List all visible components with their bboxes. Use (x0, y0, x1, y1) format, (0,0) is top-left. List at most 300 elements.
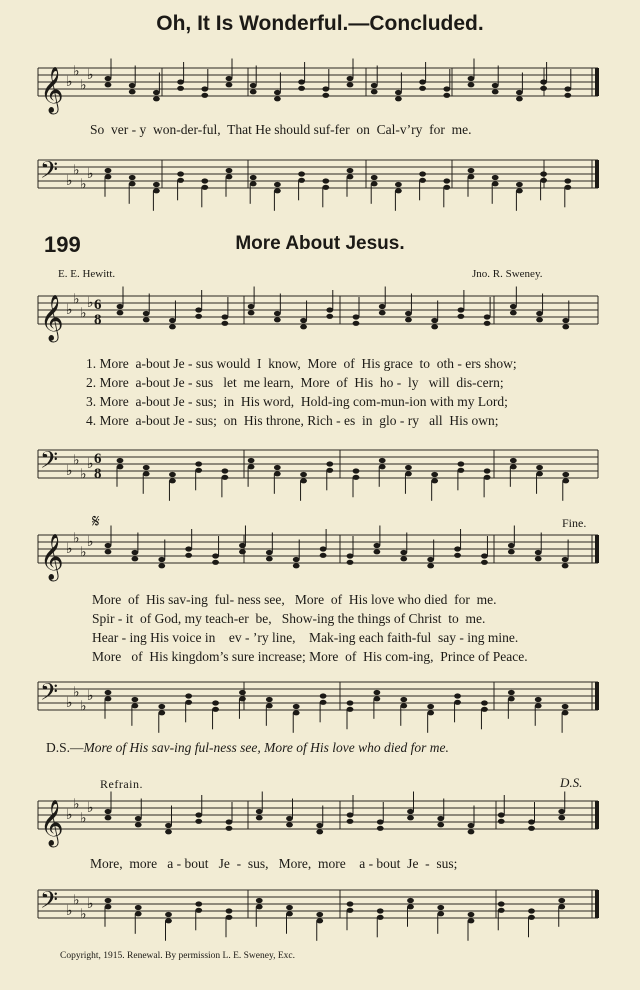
note-head (454, 553, 461, 558)
note-head (454, 546, 461, 551)
flat-icon: ♭ (73, 684, 80, 701)
note-head (226, 826, 233, 831)
note-head (158, 704, 165, 709)
flat-icon: ♭ (66, 173, 73, 189)
hymn-title: More About Jesus. (235, 233, 405, 254)
flat-icon: ♭ (66, 74, 73, 90)
note-head (427, 704, 434, 709)
note-head (117, 304, 124, 309)
note-head (316, 912, 323, 917)
note-head (226, 76, 233, 81)
note-head (492, 181, 499, 186)
note-head (212, 707, 219, 712)
note-head (143, 471, 150, 476)
note-head (274, 311, 281, 316)
note-head (185, 546, 192, 551)
note-head (298, 171, 305, 176)
note-head (347, 82, 354, 87)
note-head (540, 86, 547, 91)
note-head (353, 475, 360, 480)
note-head (510, 458, 517, 463)
note-head (379, 464, 386, 469)
bass-clef-icon: 𝄢 (40, 886, 59, 919)
note-head (300, 318, 307, 323)
note-head (564, 86, 571, 91)
note-head (239, 549, 246, 554)
note-head (165, 918, 172, 923)
flat-icon: ♭ (73, 892, 80, 909)
note-head (165, 912, 172, 917)
note-head (373, 690, 380, 695)
note-head (212, 560, 219, 565)
note-head (326, 468, 333, 473)
flat-icon: ♭ (73, 796, 80, 813)
note-head (492, 89, 499, 94)
note-head (320, 693, 327, 698)
note-head (431, 324, 438, 329)
fine-label: Fine. (562, 516, 587, 530)
flat-icon: ♭ (66, 463, 73, 479)
note-head (165, 829, 172, 834)
note-head (371, 83, 378, 88)
note-head (286, 905, 293, 910)
flat-icon: ♭ (87, 456, 94, 472)
note-head (468, 918, 475, 923)
note-head (353, 314, 360, 319)
note-head (300, 324, 307, 329)
note-head (400, 550, 407, 555)
note-head (201, 86, 208, 91)
note-head (431, 318, 438, 323)
note-head (536, 317, 543, 322)
note-head (143, 317, 150, 322)
note-head (177, 86, 184, 91)
note-head (540, 79, 547, 84)
note-head (322, 93, 329, 98)
note-head (528, 819, 535, 824)
flat-icon: ♭ (87, 800, 94, 816)
note-head (431, 478, 438, 483)
note-head (105, 898, 112, 903)
note-head (535, 556, 542, 561)
flat-icon: ♭ (87, 67, 94, 83)
note-head (437, 816, 444, 821)
note-head (379, 304, 386, 309)
note-head (371, 175, 378, 180)
note-head (300, 478, 307, 483)
time-signature-bottom: 8 (94, 312, 102, 328)
note-head (250, 89, 257, 94)
note-head (286, 822, 293, 827)
time-signature-top: 6 (94, 451, 102, 467)
note-head (177, 178, 184, 183)
note-head (226, 168, 233, 173)
top-hymn-title: Oh, It Is Wonderful.—Concluded. (156, 12, 484, 35)
note-head (400, 556, 407, 561)
note-head (129, 83, 136, 88)
note-head (558, 815, 565, 820)
note-head (353, 468, 360, 473)
note-head (105, 809, 112, 814)
time-signature-top: 6 (94, 297, 102, 313)
note-head (129, 181, 136, 186)
note-head (347, 901, 354, 906)
hymn-number: 199 (44, 232, 81, 257)
ds-instruction (46, 740, 449, 756)
note-head (492, 175, 499, 180)
note-head (250, 83, 257, 88)
system1-treble-staff (0, 290, 640, 350)
note-head (419, 171, 426, 176)
note-head (195, 314, 202, 319)
note-head (492, 83, 499, 88)
note-head (143, 311, 150, 316)
copyright: Copyright, 1915. Renewal. By permission L. E. Sweney, Exc. (60, 951, 296, 961)
note-head (347, 76, 354, 81)
note-head (293, 704, 300, 709)
note-head (377, 826, 384, 831)
note-head (105, 168, 112, 173)
note-head (248, 458, 255, 463)
note-head (248, 464, 255, 469)
note-head (468, 829, 475, 834)
note-head (131, 550, 138, 555)
note-head (373, 549, 380, 554)
note-head (535, 550, 542, 555)
note-head (536, 311, 543, 316)
note-head (437, 822, 444, 827)
ds-text: More of His sav-ing ful-ness see, More of His love who died for me. (83, 740, 449, 755)
note-head (371, 181, 378, 186)
note-head (558, 809, 565, 814)
note-head (498, 901, 505, 906)
note-head (405, 317, 412, 322)
verse3-line2: Hear - ing His voice in ev - ’ry line, Mak-ing each faith-ful say - ing mine. (92, 630, 519, 645)
note-head (135, 911, 142, 916)
note-head (195, 812, 202, 817)
note-head (248, 304, 255, 309)
flat-icon: ♭ (66, 807, 73, 823)
note-head (562, 710, 569, 715)
note-head (131, 556, 138, 561)
refrain-bass-staff (0, 882, 640, 942)
refrain-treble-staff (0, 795, 640, 855)
note-head (379, 458, 386, 463)
note-head (540, 171, 547, 176)
note-head (131, 703, 138, 708)
note-head (377, 819, 384, 824)
note-head (239, 696, 246, 701)
note-head (153, 188, 160, 193)
flat-icon: ♭ (66, 541, 73, 557)
note-head (454, 700, 461, 705)
treble-clef-icon: 𝄞 (40, 295, 64, 341)
note-head (468, 168, 475, 173)
refrain-label: Refrain. (100, 777, 143, 791)
note-head (298, 79, 305, 84)
flat-icon: ♭ (87, 534, 94, 550)
note-head (226, 915, 233, 920)
verse2-line1: 2. More a-bout Je - sus let me learn, More of His ho - ly will dis-cern; (86, 375, 504, 390)
flat-icon: ♭ (80, 305, 87, 322)
note-head (536, 465, 543, 470)
note-head (516, 182, 523, 187)
verse2-line2: Spir - it of God, my teach-er be, Show-ing the things of Christ to me. (92, 611, 486, 626)
ds-prefix: D.S.— (46, 740, 84, 755)
note-head (562, 557, 569, 562)
note-head (322, 185, 329, 190)
note-head (443, 93, 450, 98)
note-head (105, 543, 112, 548)
note-head (498, 819, 505, 824)
note-head (226, 819, 233, 824)
flat-icon: ♭ (80, 466, 87, 483)
note-head (498, 812, 505, 817)
note-head (508, 549, 515, 554)
note-head (468, 912, 475, 917)
note-head (105, 690, 112, 695)
note-head (320, 546, 327, 551)
note-head (508, 696, 515, 701)
flat-icon: ♭ (87, 688, 94, 704)
refrain-lyric: More, more a - bout Je - sus, More, more a - bout Je - sus; (90, 856, 458, 871)
note-head (169, 472, 176, 477)
note-head (353, 321, 360, 326)
note-head (185, 553, 192, 558)
note-head (419, 178, 426, 183)
note-head (286, 911, 293, 916)
flat-icon: ♭ (66, 695, 73, 711)
note-head (201, 185, 208, 190)
note-head (286, 816, 293, 821)
note-head (540, 178, 547, 183)
note-head (481, 560, 488, 565)
note-head (510, 464, 517, 469)
note-head (395, 90, 402, 95)
note-head (195, 819, 202, 824)
bass-clef-icon: 𝄢 (40, 678, 59, 711)
note-head (158, 557, 165, 562)
flat-icon: ♭ (87, 896, 94, 912)
note-head (528, 908, 535, 913)
flat-icon: ♭ (73, 291, 80, 308)
note-head (266, 550, 273, 555)
flat-icon: ♭ (66, 302, 73, 318)
note-head (195, 901, 202, 906)
note-head (562, 563, 569, 568)
note-head (379, 310, 386, 315)
note-head (405, 311, 412, 316)
note-head (562, 704, 569, 709)
note-head (212, 700, 219, 705)
note-head (347, 553, 354, 558)
note-head (528, 915, 535, 920)
note-head (226, 174, 233, 179)
note-head (347, 700, 354, 705)
note-head (212, 553, 219, 558)
bass-clef-icon: 𝄢 (40, 446, 59, 479)
note-head (405, 471, 412, 476)
note-head (510, 310, 517, 315)
note-head (135, 816, 142, 821)
note-head (195, 307, 202, 312)
note-head (320, 700, 327, 705)
note-head (195, 908, 202, 913)
note-head (201, 93, 208, 98)
hymn-author: E. E. Hewitt. (58, 268, 116, 280)
note-head (195, 461, 202, 466)
note-head (326, 307, 333, 312)
note-head (256, 904, 263, 909)
note-head (221, 475, 228, 480)
flat-icon: ♭ (80, 544, 87, 561)
note-head (129, 89, 136, 94)
note-head (293, 557, 300, 562)
note-head (347, 908, 354, 913)
note-head (405, 465, 412, 470)
note-head (105, 549, 112, 554)
note-head (177, 171, 184, 176)
note-head (326, 314, 333, 319)
note-head (484, 321, 491, 326)
note-head (256, 809, 263, 814)
note-head (373, 543, 380, 548)
note-head (564, 185, 571, 190)
note-head (322, 178, 329, 183)
flat-icon: ♭ (87, 166, 94, 182)
note-head (135, 905, 142, 910)
note-head (347, 168, 354, 173)
note-head (516, 188, 523, 193)
note-head (536, 471, 543, 476)
note-head (454, 693, 461, 698)
note-head (371, 89, 378, 94)
note-head (143, 465, 150, 470)
note-head (195, 468, 202, 473)
note-head (407, 815, 414, 820)
flat-icon: ♭ (80, 810, 87, 827)
note-head (484, 314, 491, 319)
note-head (407, 904, 414, 909)
note-head (427, 710, 434, 715)
note-head (153, 96, 160, 101)
note-head (528, 826, 535, 831)
note-head (135, 822, 142, 827)
flat-icon: ♭ (80, 77, 87, 94)
note-head (293, 710, 300, 715)
note-head (443, 86, 450, 91)
segno-icon: 𝄋 (92, 511, 100, 532)
note-head (266, 703, 273, 708)
note-head (498, 908, 505, 913)
note-head (274, 317, 281, 322)
note-head (316, 918, 323, 923)
flat-icon: ♭ (80, 698, 87, 715)
note-head (250, 181, 257, 186)
note-head (221, 321, 228, 326)
note-head (407, 898, 414, 903)
note-head (427, 557, 434, 562)
note-head (298, 178, 305, 183)
note-head (419, 79, 426, 84)
note-head (169, 478, 176, 483)
note-head (274, 96, 281, 101)
note-head (443, 185, 450, 190)
note-head (508, 690, 515, 695)
verse3-line1: 3. More a-bout Je - sus; in His word, Hold-ing com-mun-ion with my Lord; (86, 394, 508, 409)
note-head (105, 174, 112, 179)
note-head (105, 82, 112, 87)
note-head (274, 188, 281, 193)
note-head (185, 693, 192, 698)
flat-icon: ♭ (66, 903, 73, 919)
note-head (169, 324, 176, 329)
note-head (468, 823, 475, 828)
note-head (226, 908, 233, 913)
note-head (201, 178, 208, 183)
note-head (266, 556, 273, 561)
flat-icon: ♭ (80, 176, 87, 193)
note-head (165, 823, 172, 828)
note-head (256, 815, 263, 820)
note-head (535, 697, 542, 702)
note-head (481, 707, 488, 712)
note-head (300, 472, 307, 477)
system2-bass-staff (0, 676, 640, 736)
note-head (407, 809, 414, 814)
note-head (117, 464, 124, 469)
note-head (481, 553, 488, 558)
hymn-composer: Jno. R. Sweney. (472, 268, 543, 280)
note-head (484, 468, 491, 473)
system1-bass-staff (0, 440, 640, 510)
note-head (326, 461, 333, 466)
note-head (395, 182, 402, 187)
note-head (457, 461, 464, 466)
note-head (562, 472, 569, 477)
top-treble-staff (0, 60, 640, 120)
note-head (117, 310, 124, 315)
note-head (105, 696, 112, 701)
note-head (177, 79, 184, 84)
note-head (437, 911, 444, 916)
note-head (158, 710, 165, 715)
note-head (256, 898, 263, 903)
note-head (347, 560, 354, 565)
top-bass-staff (0, 150, 640, 210)
note-head (562, 478, 569, 483)
note-head (431, 472, 438, 477)
note-head (117, 458, 124, 463)
note-head (347, 819, 354, 824)
note-head (395, 188, 402, 193)
ds-label: D.S. (560, 775, 583, 790)
verse4-line1: 4. More a-bout Je - sus; on His throne, Rich - es in glo - ry all His own; (86, 413, 499, 428)
note-head (484, 475, 491, 480)
note-head (226, 82, 233, 87)
note-head (395, 96, 402, 101)
flat-icon: ♭ (73, 63, 80, 80)
note-head (564, 93, 571, 98)
bass-clef-icon: 𝄢 (40, 156, 59, 189)
note-head (400, 697, 407, 702)
note-head (105, 76, 112, 81)
note-head (316, 829, 323, 834)
verse4-line2: More of His kingdom’s sure increase; More of His com-ing, Prince of Peace. (92, 649, 528, 664)
note-head (158, 563, 165, 568)
note-head (516, 96, 523, 101)
note-head (131, 697, 138, 702)
